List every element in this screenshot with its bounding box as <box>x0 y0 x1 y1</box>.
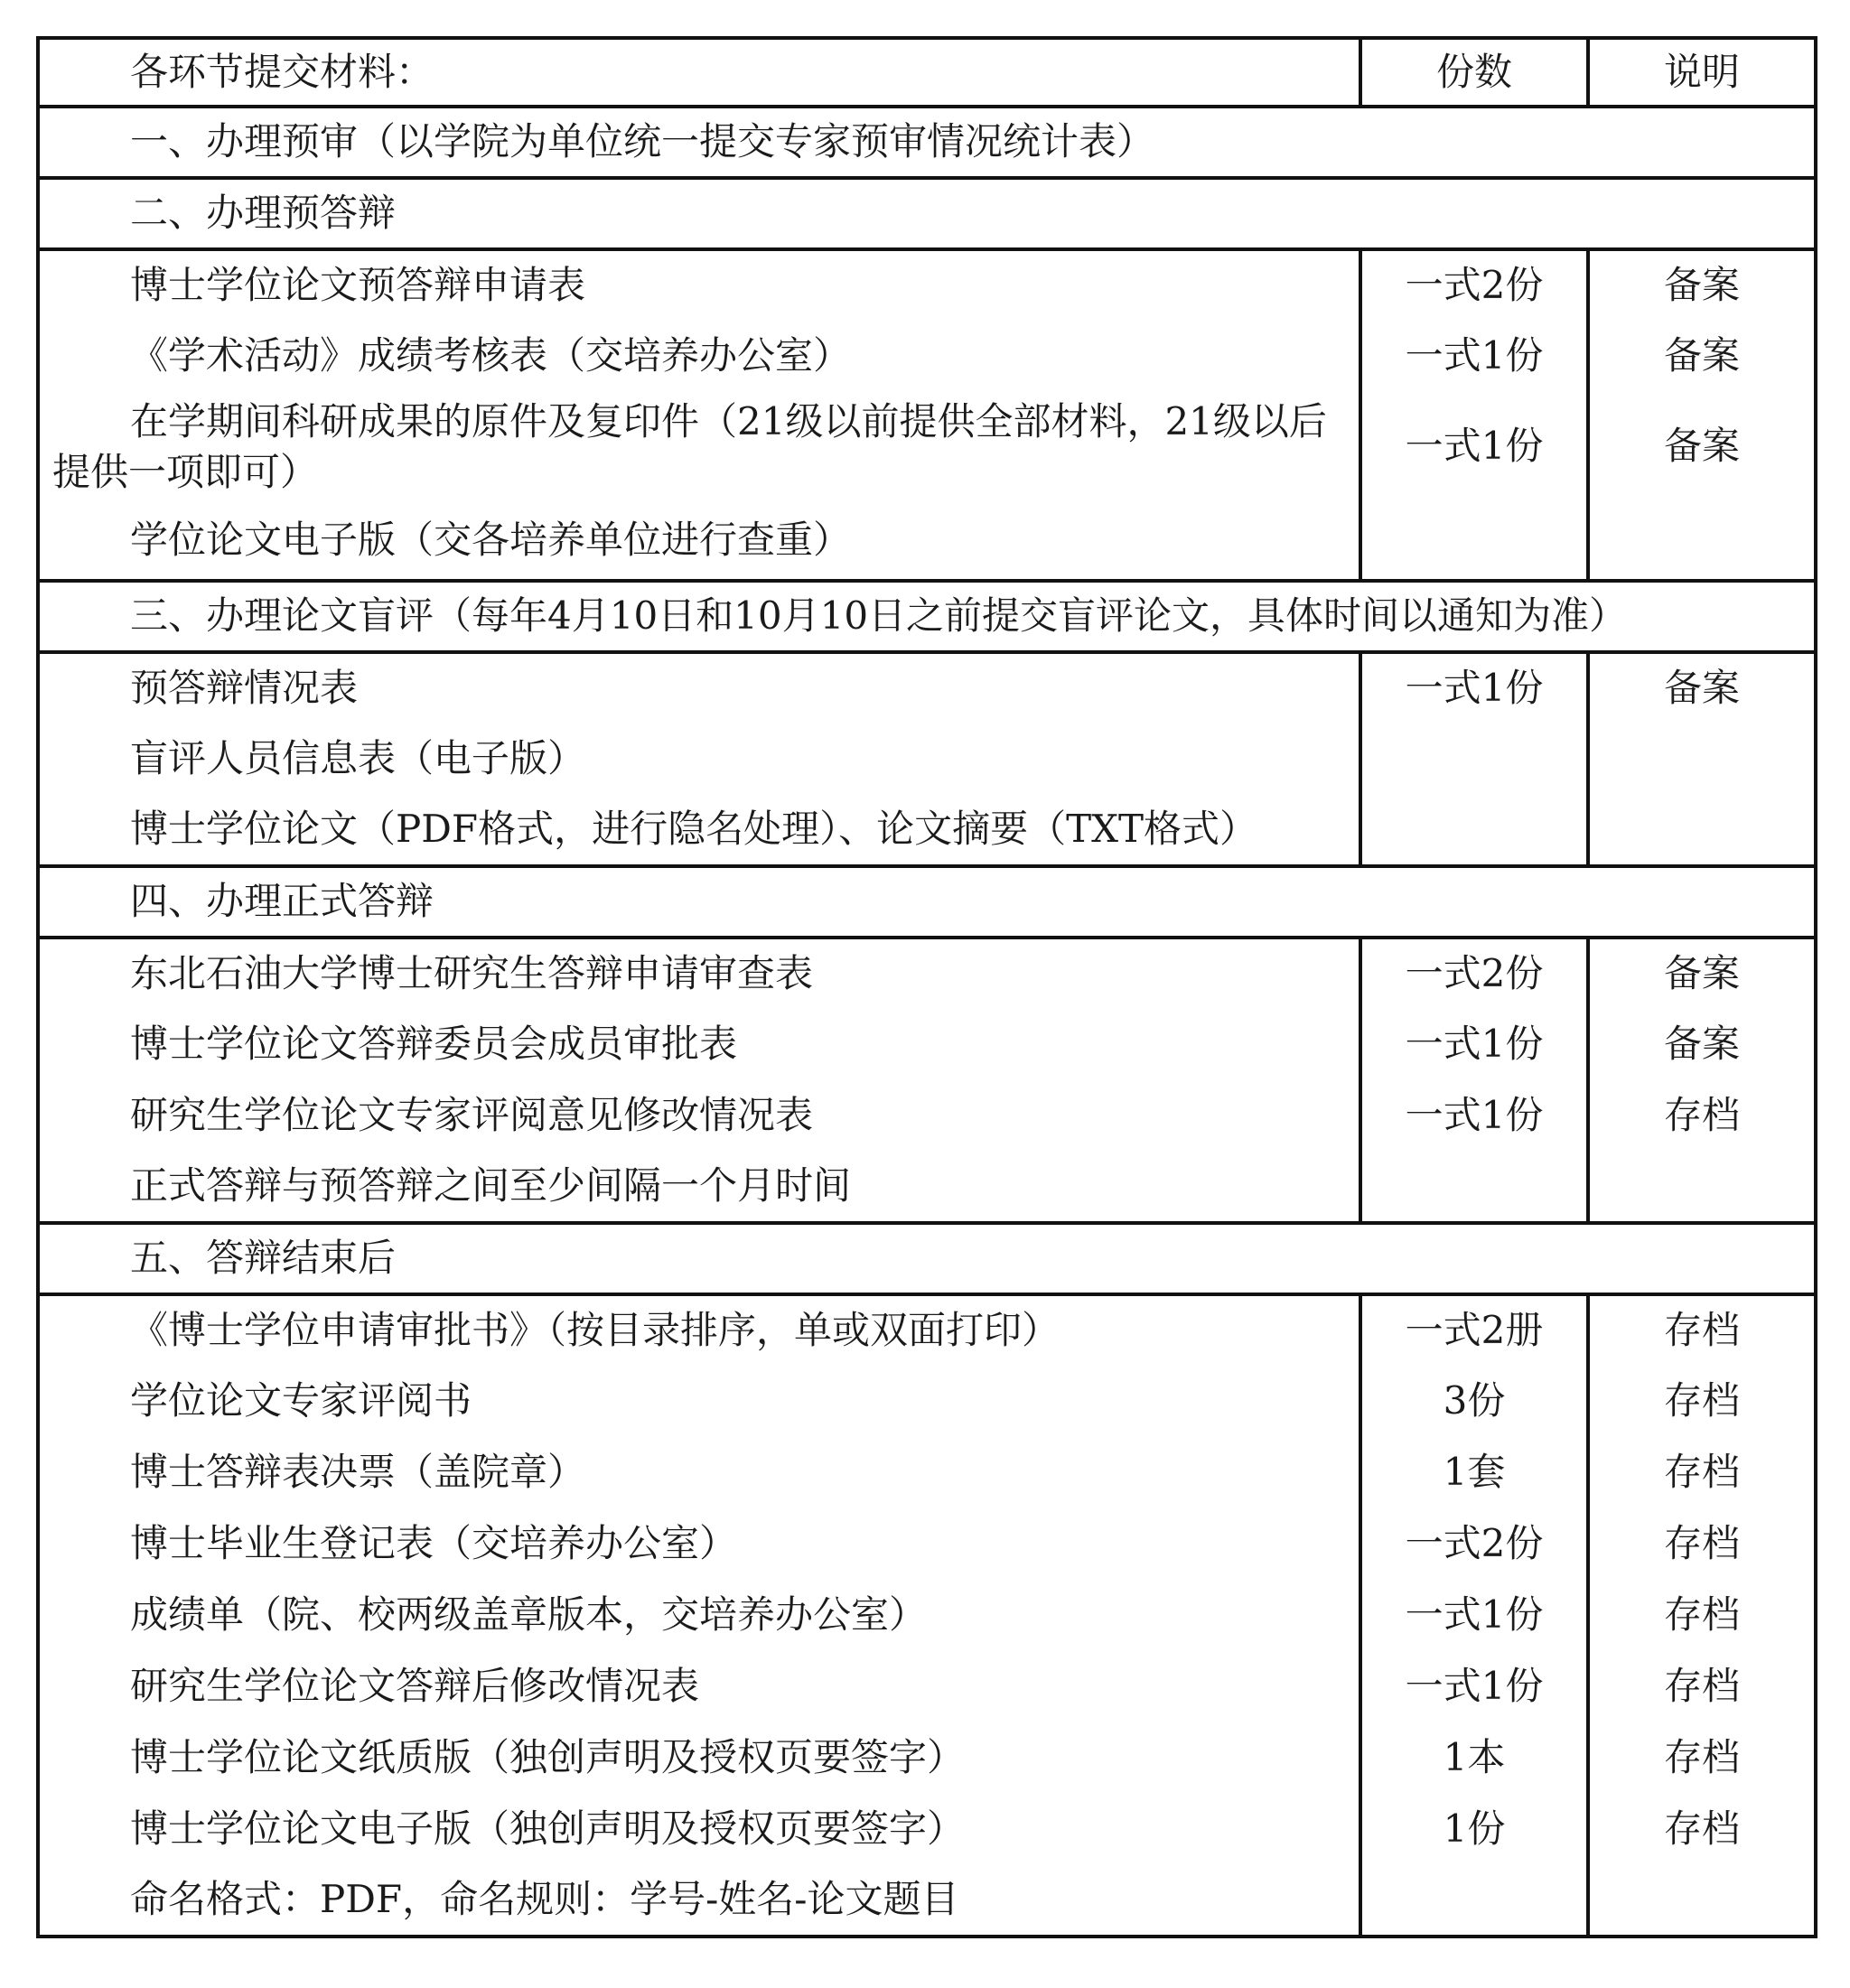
item-copies: 1本 <box>1360 1722 1588 1794</box>
item-note: 备案 <box>1588 652 1816 723</box>
table-row <box>38 392 1816 501</box>
section-row <box>38 581 1816 652</box>
table-row <box>38 1152 1816 1223</box>
section-title: 一、办理预审（以学院为单位统一提交专家预审情况统计表） <box>38 107 1816 178</box>
item-name: 东北石油大学博士研究生答辩申请审查表 <box>38 938 1360 1009</box>
section-row <box>38 1223 1816 1294</box>
item-copies: 1份 <box>1360 1794 1588 1865</box>
section-row <box>38 866 1816 938</box>
table-row <box>38 501 1816 581</box>
item-copies: 一式2份 <box>1360 938 1588 1009</box>
item-name: 《学术活动》成绩考核表（交培养办公室） <box>38 321 1360 392</box>
table-row <box>38 321 1816 392</box>
item-note: 存档 <box>1588 1651 1816 1722</box>
table-row <box>38 1508 1816 1580</box>
section-title: 三、办理论文盲评（每年4月10日和10月10日之前提交盲评论文，具体时间以通知为准） <box>38 581 1816 652</box>
item-note: 存档 <box>1588 1508 1816 1580</box>
section-title: 五、答辩结束后 <box>38 1223 1816 1294</box>
item-note <box>1588 501 1816 581</box>
item-name: 博士学位论文预答辩申请表 <box>38 249 1360 321</box>
table-row <box>38 1366 1816 1437</box>
item-copies: 一式2份 <box>1360 249 1588 321</box>
item-copies: 一式1份 <box>1360 652 1588 723</box>
section-row <box>38 107 1816 178</box>
section-title: 二、办理预答辩 <box>38 178 1816 249</box>
item-copies <box>1360 795 1588 866</box>
item-name: 博士答辩表决票（盖院章） <box>38 1437 1360 1508</box>
item-name: 研究生学位论文答辩后修改情况表 <box>38 1651 1360 1722</box>
header-note-label: 说明 <box>1588 38 1816 107</box>
item-note: 备案 <box>1588 392 1816 501</box>
item-copies: 一式1份 <box>1360 321 1588 392</box>
item-note <box>1588 1152 1816 1223</box>
item-name-wrapped <box>38 392 1360 501</box>
item-copies <box>1360 501 1588 581</box>
item-note: 存档 <box>1588 1080 1816 1152</box>
item-note: 存档 <box>1588 1580 1816 1651</box>
item-name: 命名格式：PDF，命名规则：学号-姓名-论文题目 <box>38 1865 1360 1937</box>
item-name: 预答辩情况表 <box>38 652 1360 723</box>
item-copies: 1套 <box>1360 1437 1588 1508</box>
section-title: 四、办理正式答辩 <box>38 866 1816 938</box>
item-copies: 一式1份 <box>1360 392 1588 501</box>
item-note <box>1588 723 1816 795</box>
table-row <box>38 1009 1816 1080</box>
table-row <box>38 249 1816 321</box>
item-name: 博士学位论文答辩委员会成员审批表 <box>38 1009 1360 1080</box>
item-note: 存档 <box>1588 1366 1816 1437</box>
item-copies: 一式1份 <box>1360 1651 1588 1722</box>
table-row <box>38 1080 1816 1152</box>
item-name: 研究生学位论文专家评阅意见修改情况表 <box>38 1080 1360 1152</box>
table-row <box>38 723 1816 795</box>
table-row <box>38 1437 1816 1508</box>
item-copies: 3份 <box>1360 1366 1588 1437</box>
table-row <box>38 1722 1816 1794</box>
item-copies <box>1360 1865 1588 1937</box>
item-name: 博士学位论文纸质版（独创声明及授权页要签字） <box>38 1722 1360 1794</box>
item-name: 《博士学位申请审批书》（按目录排序，单或双面打印） <box>38 1294 1360 1366</box>
item-note: 存档 <box>1588 1294 1816 1366</box>
item-note: 存档 <box>1588 1722 1816 1794</box>
table-row <box>38 1865 1816 1937</box>
item-note: 备案 <box>1588 249 1816 321</box>
item-copies <box>1360 723 1588 795</box>
item-copies: 一式1份 <box>1360 1009 1588 1080</box>
item-name: 学位论文电子版（交各培养单位进行查重） <box>38 501 1360 581</box>
item-copies: 一式2册 <box>1360 1294 1588 1366</box>
item-copies: 一式1份 <box>1360 1580 1588 1651</box>
item-name: 博士学位论文（PDF格式，进行隐名处理）、论文摘要（TXT格式） <box>38 795 1360 866</box>
table-row <box>38 938 1816 1009</box>
table-row <box>38 1651 1816 1722</box>
item-name: 成绩单（院、校两级盖章版本，交培养办公室） <box>38 1580 1360 1651</box>
item-name: 在学期间科研成果的原件及复印件（21级以前提供全部材料，21级以后提供一项即可） <box>52 398 1327 494</box>
table-header-row <box>38 38 1816 107</box>
section-row <box>38 178 1816 249</box>
materials-table <box>36 36 1817 1938</box>
item-note: 备案 <box>1588 1009 1816 1080</box>
header-copies-label: 份数 <box>1360 38 1588 107</box>
item-copies: 一式2份 <box>1360 1508 1588 1580</box>
table-row <box>38 652 1816 723</box>
header-materials-label: 各环节提交材料： <box>38 38 1360 107</box>
item-copies <box>1360 1152 1588 1223</box>
item-name: 博士毕业生登记表（交培养办公室） <box>38 1508 1360 1580</box>
item-note <box>1588 1865 1816 1937</box>
table-row <box>38 1794 1816 1865</box>
item-note <box>1588 795 1816 866</box>
item-copies: 一式1份 <box>1360 1080 1588 1152</box>
table-row <box>38 1580 1816 1651</box>
item-name: 博士学位论文电子版（独创声明及授权页要签字） <box>38 1794 1360 1865</box>
item-note: 备案 <box>1588 321 1816 392</box>
item-note: 存档 <box>1588 1794 1816 1865</box>
item-name: 盲评人员信息表（电子版） <box>38 723 1360 795</box>
table-row <box>38 795 1816 866</box>
item-name: 正式答辩与预答辩之间至少间隔一个月时间 <box>38 1152 1360 1223</box>
item-note: 备案 <box>1588 938 1816 1009</box>
item-note: 存档 <box>1588 1437 1816 1508</box>
item-name: 学位论文专家评阅书 <box>38 1366 1360 1437</box>
table-row <box>38 1294 1816 1366</box>
